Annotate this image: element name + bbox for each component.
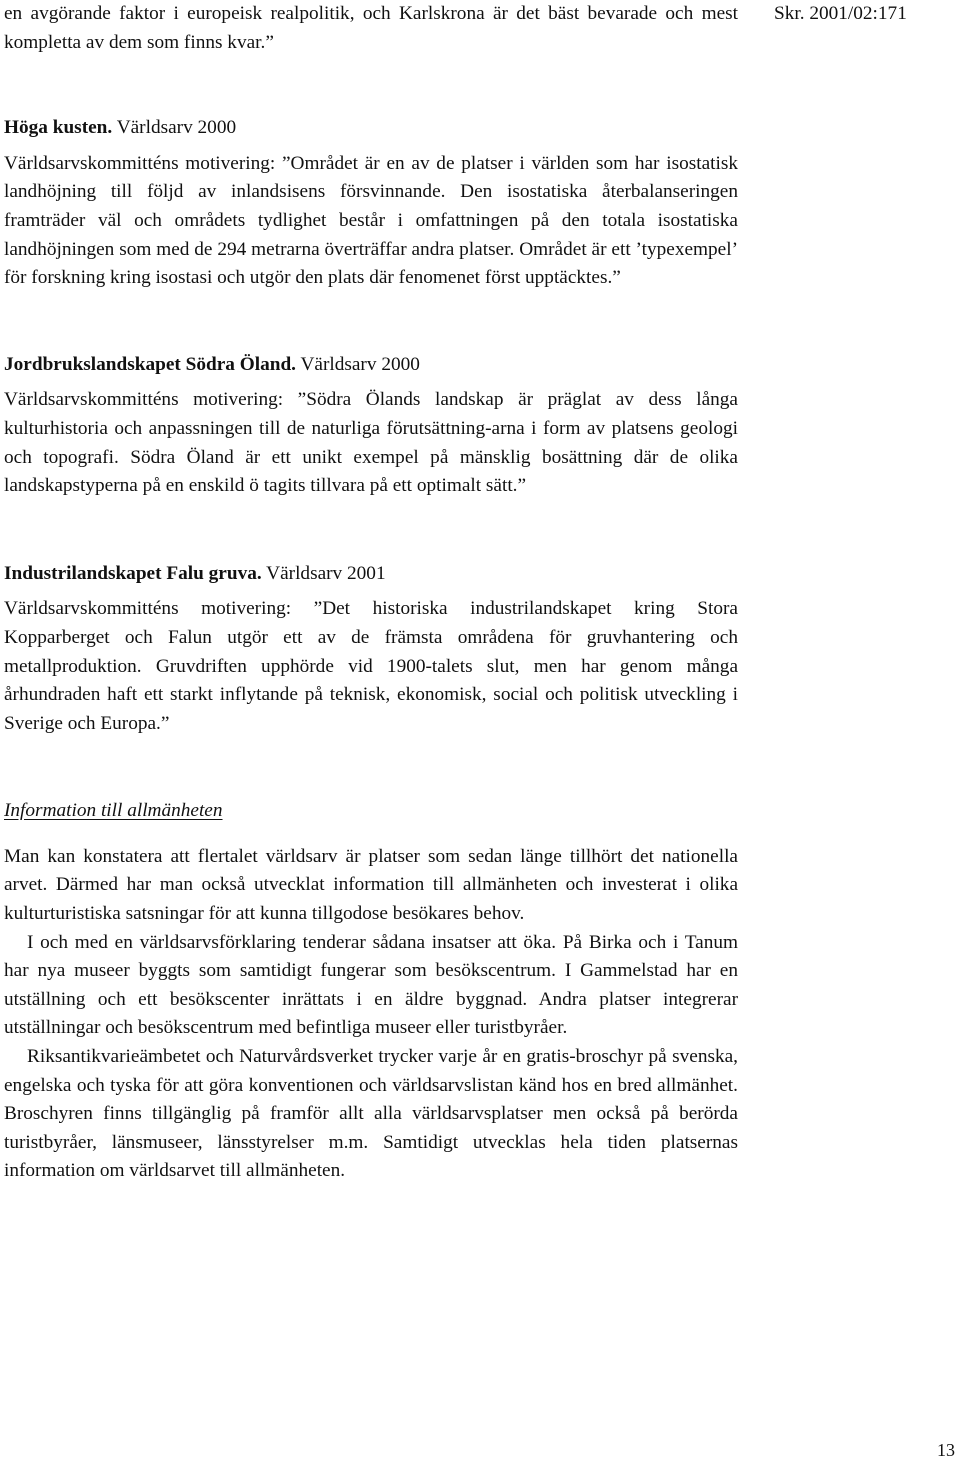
info-heading: Information till allmänheten (4, 800, 223, 822)
page-number: 13 (937, 1440, 955, 1460)
section-heading-sodra-oland (4, 351, 738, 380)
intro-paragraph: en avgörande faktor i europeisk realpolitik, och Karlskrona är det bäst bevarade och mest kompletta av dem som finns kvar.” (4, 3, 738, 53)
section-year: Världsarv 2001 (261, 562, 386, 584)
info-paragraph-2: I och med en världsarvsförklaring tenderar sådana insatser att öka. På Birka och i Tanum har nya museer byggts som samtidigt fungerar som besökscentrum. I Gammelstad har en utställning och ett besökscenter inrättats i en äldre byggnad. Andra platser integrerar utställningar och besökscentrum med befintliga museer eller turistbyråer. (4, 931, 738, 1039)
section-heading-hoga-kusten (4, 114, 738, 143)
section-body-hoga-kusten: Världsarvskommitténs motivering: ”Området är en av de platser i världen som har isostatisk landhöjning till följd av inlandsisens försvinnande. Den isostatiska återbalanseringen framträder väl och områdets tydlighet består i omfattningen på den totala isostatiska landhöjningen som med de 294 metrarna överträffar andra platser. Området är ett ’typexempel’ för forskning kring isostasi och utgör den plats där fenomenet först upptäcktes.” (4, 152, 738, 289)
info-paragraph-1: Man kan konstatera att flertalet världsarv är platser som sedan länge tillhört det nationella arvet. Därmed har man också utvecklat information till allmänheten och investerat i olika kulturturistiska satsningar för att kunna tillgodose besökares behov. (4, 845, 738, 925)
section-title: Jordbrukslandskapet Södra Öland. (4, 353, 296, 375)
section-body-falu-gruva: Världsarvskommitténs motivering: ”Det historiska industrilandskapet kring Stora Kopparberget och Falun utgör ett av de främsta områdena för gruvhantering och metallproduktion. Gruvdriften upphörde vid 1900-talets slut, men har genom många århundraden haft ett starkt inflytande på teknisk, ekonomisk, social och politisk utveckling i Sverige och Europa.” (4, 598, 738, 734)
page-content (4, 0, 738, 1186)
info-paragraph-3: Riksantikvarieämbetet och Naturvårdsverket trycker varje år en gratis-broschyr på svenska, engelska och tyska för att göra konventionen och världsarvslistan känd hos en bred allmänhet. Broschyren finns tillgänglig på framför allt alla världsarvsplatser men också på berörda turistbyråer, länsmuseer, länsstyrelser m.m. Samtidigt utvecklas hela tiden platsernas information om världsarvet till allmänheten. (4, 1046, 738, 1182)
section-body-sodra-oland: Världsarvskommitténs motivering: ”Södra Ölands landskap är präglat av dess långa kulturhistoria och anpassningen till de naturliga förutsättning-arna i form av platsens geologi och topografi. Södra Öland är ett unikt exempel på mänsklig bosättning där de olika landskapstyperna på en enskild ö tagits tillvara på ett optimalt sätt.” (4, 389, 738, 497)
section-year: Världsarv 2000 (296, 353, 420, 375)
section-heading-falu-gruva (4, 560, 738, 589)
section-year: Världsarv 2000 (112, 117, 237, 139)
section-title: Höga kusten. (4, 117, 113, 139)
document-reference: Skr. 2001/02:171 (774, 3, 907, 24)
section-title: Industrilandskapet Falu gruva. (4, 562, 262, 584)
